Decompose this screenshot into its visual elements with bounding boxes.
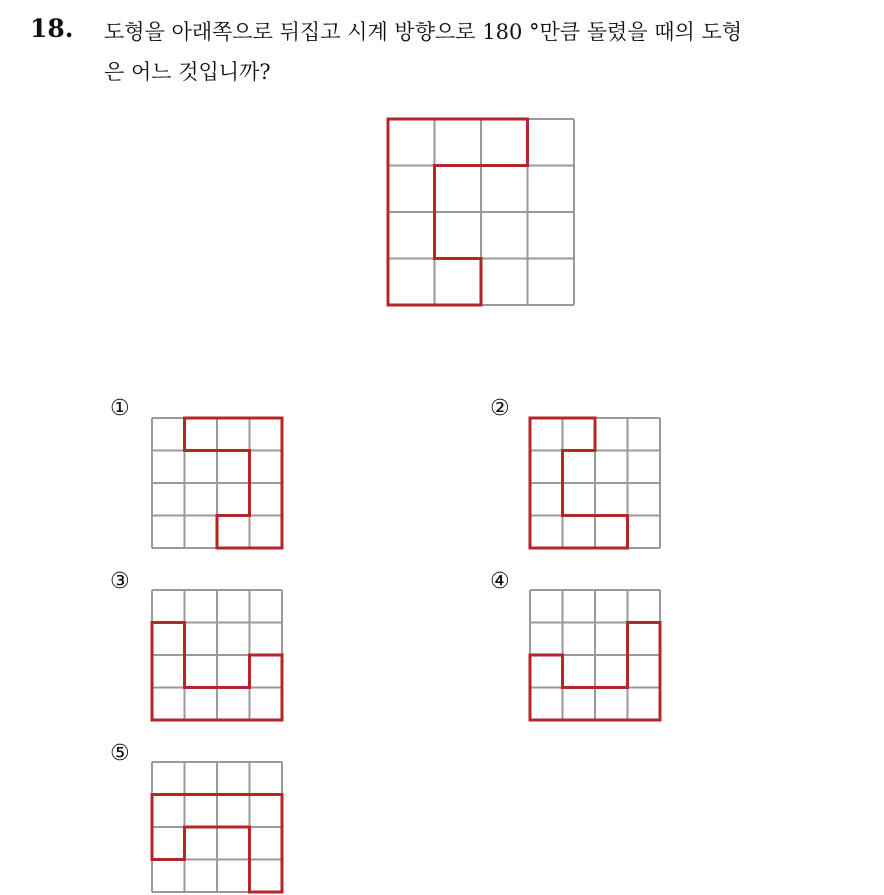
question-number: 18.	[30, 14, 74, 43]
option-5-figure[interactable]	[152, 762, 282, 892]
option-4-label: ④	[490, 569, 510, 594]
option-1-figure[interactable]	[152, 418, 282, 548]
original-figure	[388, 119, 576, 307]
option-3-label: ③	[110, 569, 130, 594]
question-text-line1: 도형을 아래쪽으로 뒤집고 시계 방향으로 180 °만큼 돌렸을 때의 도형	[104, 20, 743, 44]
option-3-figure[interactable]	[152, 590, 282, 720]
option-2-figure[interactable]	[530, 418, 660, 548]
option-2-label: ②	[490, 396, 510, 421]
option-1-label: ①	[110, 396, 130, 421]
question-text-line2: 은 어느 것입니까?	[104, 60, 271, 84]
option-4-figure[interactable]	[530, 590, 660, 720]
option-5-label: ⑤	[110, 741, 130, 766]
